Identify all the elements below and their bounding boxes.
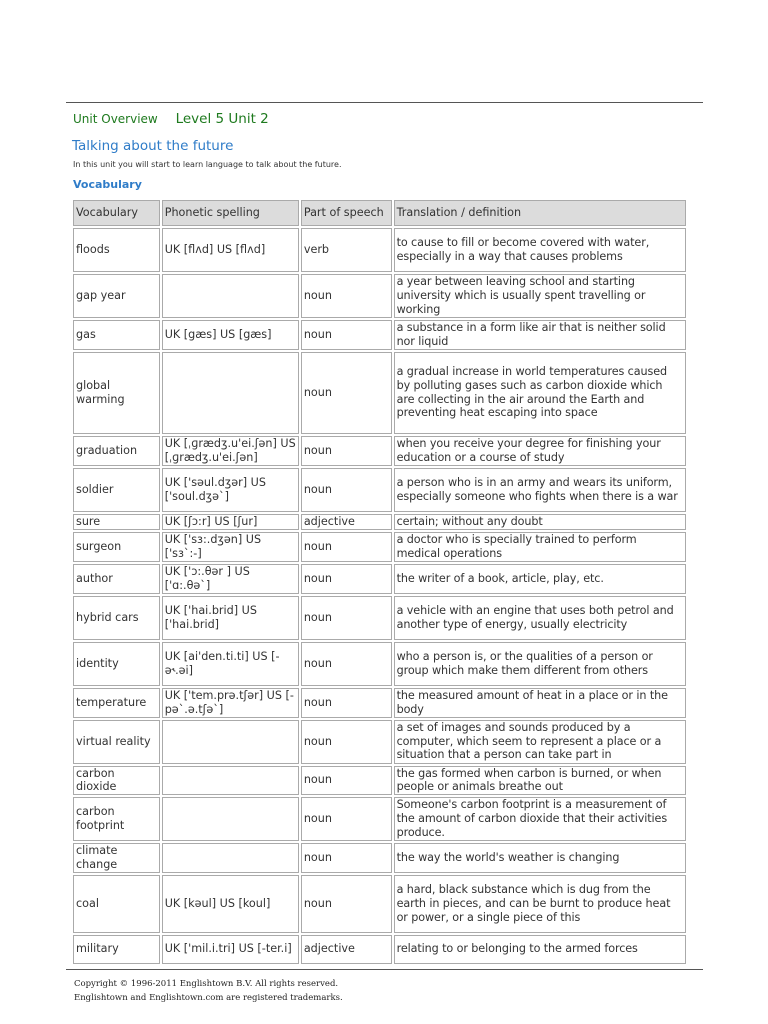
vocab-word-cell: sure: [73, 514, 160, 530]
column-header-definition: Translation / definition: [394, 200, 686, 226]
footer: [74, 977, 343, 1005]
definition-cell: the way the world's weather is changing: [394, 843, 686, 873]
table-row: [73, 274, 686, 318]
vocab-word-cell: gas: [73, 320, 160, 350]
phonetic-cell: UK ['sɜ:.dʒən] US ['sɜ`:-]: [162, 532, 299, 562]
part-of-speech-cell: noun: [301, 766, 392, 796]
definition-cell: a hard, black substance which is dug from the earth in pieces, and can be burnt to produce heat or power, or a single piece of this: [394, 875, 686, 933]
part-of-speech-cell: adjective: [301, 514, 392, 530]
part-of-speech-cell: verb: [301, 228, 392, 272]
phonetic-cell: UK ['ɔ:.θər ] US ['ɑ:.θə`]: [162, 564, 299, 594]
definition-cell: the gas formed when carbon is burned, or when people or animals breathe out: [394, 766, 686, 796]
table-row: [73, 228, 686, 272]
definition-cell: Someone's carbon footprint is a measurement of the amount of carbon dioxide that their activities produce.: [394, 797, 686, 841]
part-of-speech-cell: noun: [301, 468, 392, 512]
table-row: [73, 352, 686, 434]
part-of-speech-cell: noun: [301, 532, 392, 562]
part-of-speech-cell: noun: [301, 596, 392, 640]
vocab-word-cell: coal: [73, 875, 160, 933]
vocab-word-cell: graduation: [73, 436, 160, 466]
table-row: [73, 564, 686, 594]
unit-overview-label: Unit Overview: [73, 112, 158, 126]
definition-cell: the writer of a book, article, play, etc.: [394, 564, 686, 594]
definition-cell: a gradual increase in world temperatures caused by polluting gases such as carbon dioxide which are collecting in the air around the Earth and preventing heat escaping into space: [394, 352, 686, 434]
vocab-word-cell: surgeon: [73, 532, 160, 562]
phonetic-cell: [162, 720, 299, 764]
phonetic-cell: UK ['səul.dʒər] US ['soul.dʒə`]: [162, 468, 299, 512]
definition-cell: to cause to fill or become covered with water, especially in a way that causes problems: [394, 228, 686, 272]
definition-cell: a person who is in an army and wears its uniform, especially someone who fights when there is a war: [394, 468, 686, 512]
vocab-word-cell: virtual reality: [73, 720, 160, 764]
definition-cell: a set of images and sounds produced by a computer, which seem to represent a place or a situation that a person can take part in: [394, 720, 686, 764]
phonetic-cell: UK [ʃɔ:r] US [ʃur]: [162, 514, 299, 530]
definition-cell: a year between leaving school and starting university which is usually spent travelling or working: [394, 274, 686, 318]
phonetic-cell: UK ['mil.i.tri] US [-ter.i]: [162, 935, 299, 964]
definition-cell: a substance in a form like air that is neither solid nor liquid: [394, 320, 686, 350]
table-row: [73, 797, 686, 841]
vocab-word-cell: floods: [73, 228, 160, 272]
table-row: [73, 596, 686, 640]
table-row: [73, 843, 686, 873]
vocab-word-cell: temperature: [73, 688, 160, 718]
bottom-divider: [66, 969, 703, 970]
definition-cell: the measured amount of heat in a place or in the body: [394, 688, 686, 718]
table-row: [73, 514, 686, 530]
part-of-speech-cell: noun: [301, 564, 392, 594]
table-row: [73, 766, 686, 796]
table-row: [73, 935, 686, 964]
table-row: [73, 720, 686, 764]
column-header-phonetic: Phonetic spelling: [162, 200, 299, 226]
phonetic-cell: UK [flʌd] US [flʌd]: [162, 228, 299, 272]
vocabulary-table: [71, 198, 688, 966]
unit-header: [73, 111, 269, 127]
part-of-speech-cell: noun: [301, 875, 392, 933]
copyright-notice: Copyright © 1996-2011 Englishtown B.V. All rights reserved.: [74, 979, 339, 989]
table-row: [73, 436, 686, 466]
vocab-word-cell: gap year: [73, 274, 160, 318]
vocab-word-cell: author: [73, 564, 160, 594]
part-of-speech-cell: noun: [301, 352, 392, 434]
vocab-word-cell: identity: [73, 642, 160, 686]
phonetic-cell: [162, 274, 299, 318]
vocab-word-cell: global warming: [73, 352, 160, 434]
table-row: [73, 320, 686, 350]
definition-cell: who a person is, or the qualities of a person or group which make them different from others: [394, 642, 686, 686]
phonetic-cell: UK [gæs] US [gæs]: [162, 320, 299, 350]
definition-cell: when you receive your degree for finishing your education or a course of study: [394, 436, 686, 466]
column-header-part-of-speech: Part of speech: [301, 200, 392, 226]
level-unit-label: Level 5 Unit 2: [175, 111, 269, 127]
vocab-word-cell: climate change: [73, 843, 160, 873]
definition-cell: a doctor who is specially trained to perform medical operations: [394, 532, 686, 562]
intro-text: In this unit you will start to learn language to talk about the future.: [73, 160, 342, 169]
vocab-word-cell: carbon dioxide: [73, 766, 160, 796]
phonetic-cell: UK ['hai.brid] US ['hai.brid]: [162, 596, 299, 640]
vocab-word-cell: military: [73, 935, 160, 964]
part-of-speech-cell: adjective: [301, 935, 392, 964]
part-of-speech-cell: noun: [301, 436, 392, 466]
part-of-speech-cell: noun: [301, 688, 392, 718]
table-row: [73, 468, 686, 512]
table-row: [73, 642, 686, 686]
top-divider: [66, 102, 703, 103]
table-row: [73, 875, 686, 933]
trademark-notice: Englishtown and Englishtown.com are registered trademarks.: [74, 993, 343, 1003]
vocab-word-cell: hybrid cars: [73, 596, 160, 640]
phonetic-cell: UK [ˌɡrædʒ.u'ei.ʃən] US [ˌɡrædʒ.u'ei.ʃən]: [162, 436, 299, 466]
table-row: [73, 532, 686, 562]
definition-cell: relating to or belonging to the armed forces: [394, 935, 686, 964]
phonetic-cell: UK [ai'den.ti.ti] US [-ə˞.əi]: [162, 642, 299, 686]
page-title: Talking about the future: [72, 138, 234, 154]
part-of-speech-cell: noun: [301, 642, 392, 686]
phonetic-cell: UK ['tem.prə.tʃər] US [-pə`.ə.tʃə`]: [162, 688, 299, 718]
vocab-word-cell: soldier: [73, 468, 160, 512]
vocab-word-cell: carbon footprint: [73, 797, 160, 841]
table-header-row: [73, 200, 686, 226]
phonetic-cell: UK [kəul] US [koul]: [162, 875, 299, 933]
part-of-speech-cell: noun: [301, 320, 392, 350]
part-of-speech-cell: noun: [301, 720, 392, 764]
phonetic-cell: [162, 797, 299, 841]
phonetic-cell: [162, 352, 299, 434]
part-of-speech-cell: noun: [301, 843, 392, 873]
definition-cell: certain; without any doubt: [394, 514, 686, 530]
definition-cell: a vehicle with an engine that uses both petrol and another type of energy, usually electricity: [394, 596, 686, 640]
section-heading: Vocabulary: [73, 178, 142, 191]
table-row: [73, 688, 686, 718]
phonetic-cell: [162, 843, 299, 873]
part-of-speech-cell: noun: [301, 797, 392, 841]
vocabulary-table-body: [73, 228, 686, 964]
part-of-speech-cell: noun: [301, 274, 392, 318]
phonetic-cell: [162, 766, 299, 796]
column-header-vocabulary: Vocabulary: [73, 200, 160, 226]
